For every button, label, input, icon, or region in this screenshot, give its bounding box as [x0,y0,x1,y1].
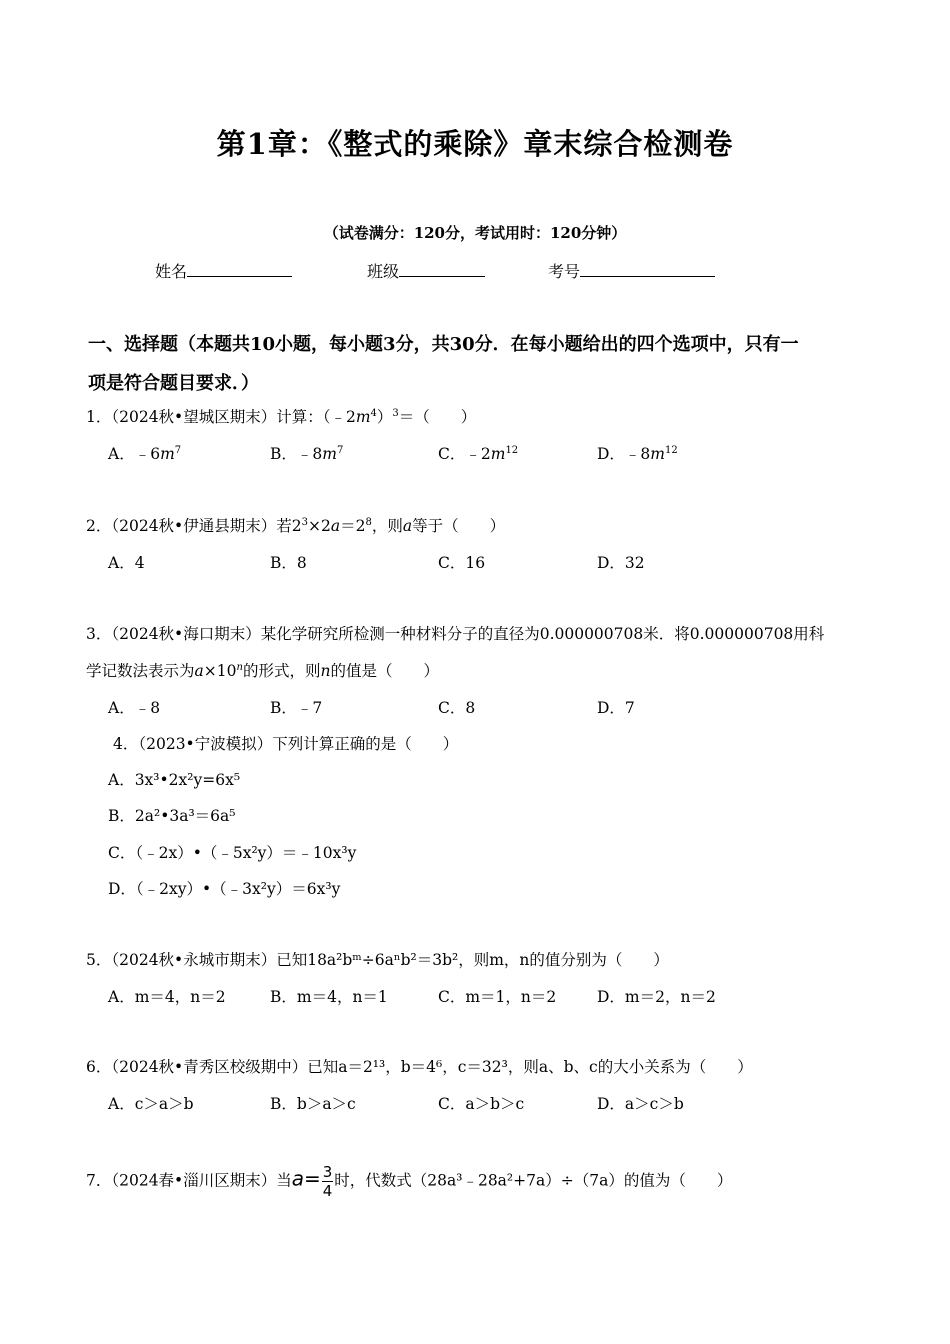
q3-option-b: B．﹣7 [270,699,323,717]
q6-option-d: D．a＞c＞b [597,1095,684,1113]
name-field[interactable] [155,259,292,282]
number-label: 考号 [548,262,581,281]
q2-option-a: A．4 [108,554,145,572]
q1-option-a: A．$﹣6m^7$ [108,445,182,463]
question-2: 2．（2024秋•伊通县期末）若$2^3\times 2a=2^8$，则a等于（ ） [86,517,506,535]
q1-option-c: C．$﹣2m^{12}$ [438,445,519,463]
variable-a: a [291,1166,304,1191]
name-label: 姓名 [155,262,188,281]
q6-option-c: C．a＞b＞c [438,1095,525,1113]
page-title: 第1章：《整式的乘除》章末综合检测卷 [216,127,734,161]
number-field[interactable] [548,259,715,282]
q2-option-c: C．16 [438,554,486,572]
q5-option-a: A．m＝4，n＝2 [108,988,226,1006]
q4-option-d: D．（﹣2xy）•（﹣3x²y）＝6x³y [108,880,341,898]
question-4: 4．（2023•宁波模拟）下列计算正确的是（ ） [113,735,459,753]
q1-option-b: B．$﹣8m^7$ [270,445,344,463]
class-label: 班级 [367,262,400,281]
q1-option-d: D．$﹣8m^{12}$ [597,445,678,463]
q5-option-d: D．m＝2，n＝2 [597,988,716,1006]
q2-option-d: D．32 [597,554,645,572]
question-7: 7．（2024春•淄川区期末）当a= $\frac{3}{4}$ 时，代数式（28a³﹣28a²+7a）÷（7a）的值为（ ） [86,1163,733,1200]
question-3: 3．（2024秋•海口期末）某化学研究所检测一种材料分子的直径为0.000000708米．将0.000000708用科 [86,625,825,643]
question-3-cont: 学记数法表示为$a\times 10^n$的形式，则n的值是（ ） [86,662,439,680]
q4-option-a: A．3x³•2x²y=6x⁵ [108,771,241,789]
question-6: 6．（2024秋•青秀区校级期中）已知a＝2¹³，b＝4⁶，c＝32³，则a、b、c的大小关系为（ ） [86,1058,753,1076]
q2-option-b: B．8 [270,554,307,572]
q4-option-b: B．2a²•3a³＝6a⁵ [108,807,236,825]
fraction-three-quarters: $\frac{3}{4}$ [322,1163,333,1200]
q5-option-c: C．m＝1，n＝2 [438,988,557,1006]
q3-option-c: C．8 [438,699,476,717]
q6-option-a: A．c＞a＞b [108,1095,194,1113]
section-heading: 一、选择题（本题共10小题，每小题3分，共30分．在每小题给出的四个选项中，只有一 [88,334,799,355]
section-heading-cont: 项是符合题目要求．） [88,373,259,394]
q3-option-a: A．﹣8 [108,699,161,717]
exam-info: （试卷满分：120分，考试用时：120分钟） [323,224,627,242]
q4-option-c: C．（﹣2x）•（﹣5x²y）＝﹣10x³y [108,844,357,862]
q3-option-d: D．7 [597,699,635,717]
q6-option-b: B．b＞a＞c [270,1095,356,1113]
question-1: 1．（2024秋•望城区期末）计算：$(﹣2m^4)^3=$（ ） [86,408,477,426]
class-field[interactable] [367,259,485,282]
q5-option-b: B．m＝4，n＝1 [270,988,388,1006]
question-5: 5．（2024秋•永城市期末）已知18a²bᵐ÷6aⁿb²＝3b²，则m，n的值分别为（ ） [86,951,669,969]
